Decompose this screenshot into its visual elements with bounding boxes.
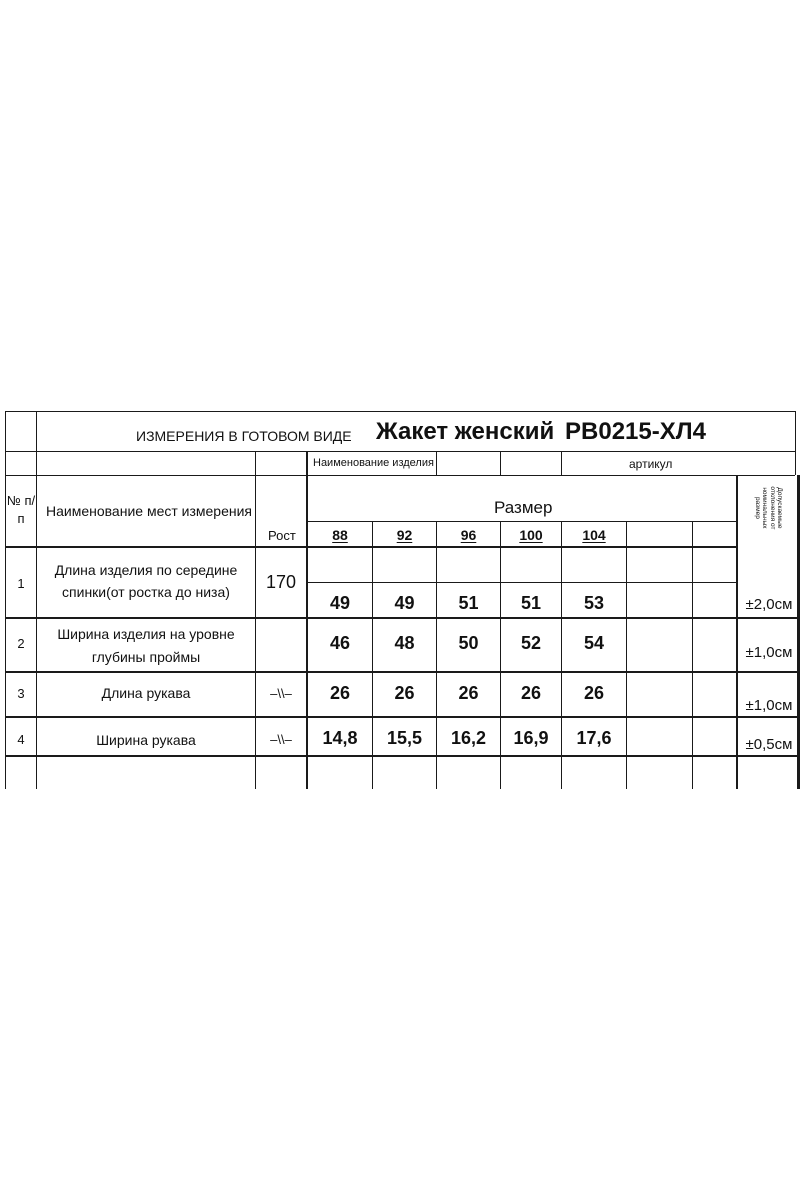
article-code: РВ0215-ХЛ4	[565, 418, 706, 445]
row-name-line: Ширина рукава	[96, 732, 196, 748]
size-label: 100	[519, 527, 543, 543]
cell-value: 51	[520, 593, 542, 613]
cell-value: 51	[458, 593, 479, 613]
row-tolerance: ±2,0см	[745, 596, 793, 613]
cell-value: 15,5	[386, 728, 423, 748]
grid-line	[5, 451, 795, 452]
number-column-header: № п/п	[6, 493, 36, 527]
size-label: 92	[396, 527, 413, 543]
height-header: Рост	[268, 528, 296, 543]
grid-line	[5, 546, 737, 548]
cell-value: 48	[394, 633, 415, 653]
grid-line	[5, 716, 800, 718]
grid-line	[692, 521, 693, 789]
cell-value: 26	[458, 683, 479, 703]
row-number: 4	[17, 732, 25, 747]
product-name: Жакет женский	[376, 418, 555, 445]
row-height: –\\–	[270, 686, 292, 701]
cell-value: 54	[583, 633, 605, 653]
row-tolerance: ±1,0см	[745, 644, 793, 661]
grid-line	[561, 521, 562, 789]
measurements-label: ИЗМЕРЕНИЯ В ГОТОВОМ ВИДЕ	[136, 428, 352, 444]
row-number: 2	[17, 636, 25, 651]
size-label: 96	[460, 527, 477, 543]
grid-line	[795, 411, 796, 475]
row-name-line: Длина изделия по середине	[54, 562, 238, 578]
row-number: 1	[17, 576, 25, 591]
cell-value: 16,9	[513, 728, 549, 748]
row-name-line: Ширина изделия на уровне	[57, 626, 235, 642]
row-name-line: спинки(от ростка до низа)	[62, 584, 230, 600]
size-label: 88	[332, 527, 348, 543]
grid-line	[5, 755, 800, 757]
cell-value: 50	[458, 633, 479, 653]
grid-line	[500, 451, 501, 475]
grid-line	[500, 521, 501, 789]
size-label: 104	[582, 527, 606, 543]
cell-value: 26	[394, 683, 415, 703]
grid-line	[436, 451, 437, 475]
cell-value: 17,6	[576, 728, 612, 748]
tolerance-header	[738, 478, 798, 538]
cell-value: 49	[394, 593, 415, 613]
grid-line	[306, 582, 736, 583]
size-header: Размер	[494, 498, 553, 517]
tolerance-header-text: Допускаемые отклонения от номинальных размер	[753, 486, 783, 530]
measurement-place-header: Наименование мест измерения	[46, 503, 253, 519]
cell-value: 53	[583, 593, 605, 613]
article-caption: артикул	[629, 457, 673, 471]
row-height: 170	[265, 572, 297, 592]
grid-line	[372, 521, 373, 789]
row-name-line: глубины проймы	[91, 649, 201, 665]
cell-value: 14,8	[322, 728, 358, 748]
cell-value: 26	[329, 683, 351, 703]
cell-value: 49	[329, 593, 351, 613]
grid-line	[626, 521, 627, 789]
row-height: –\\–	[270, 732, 292, 747]
cell-value: 16,2	[450, 728, 487, 748]
grid-line	[561, 451, 562, 475]
row-tolerance: ±0,5см	[745, 736, 793, 753]
cell-value: 26	[520, 683, 542, 703]
product-name-caption: Наименование изделия	[313, 457, 434, 469]
row-name-line: Длина рукава	[101, 685, 191, 701]
grid-line	[5, 617, 800, 619]
cell-value: 46	[329, 633, 351, 653]
row-number: 3	[17, 686, 25, 701]
grid-line	[5, 411, 795, 412]
grid-line	[436, 521, 437, 789]
cell-value: 26	[583, 683, 605, 703]
row-tolerance: ±1,0см	[745, 697, 793, 714]
grid-line	[306, 521, 736, 522]
grid-line	[5, 475, 795, 476]
grid-line	[5, 671, 800, 673]
cell-value: 52	[520, 633, 542, 653]
